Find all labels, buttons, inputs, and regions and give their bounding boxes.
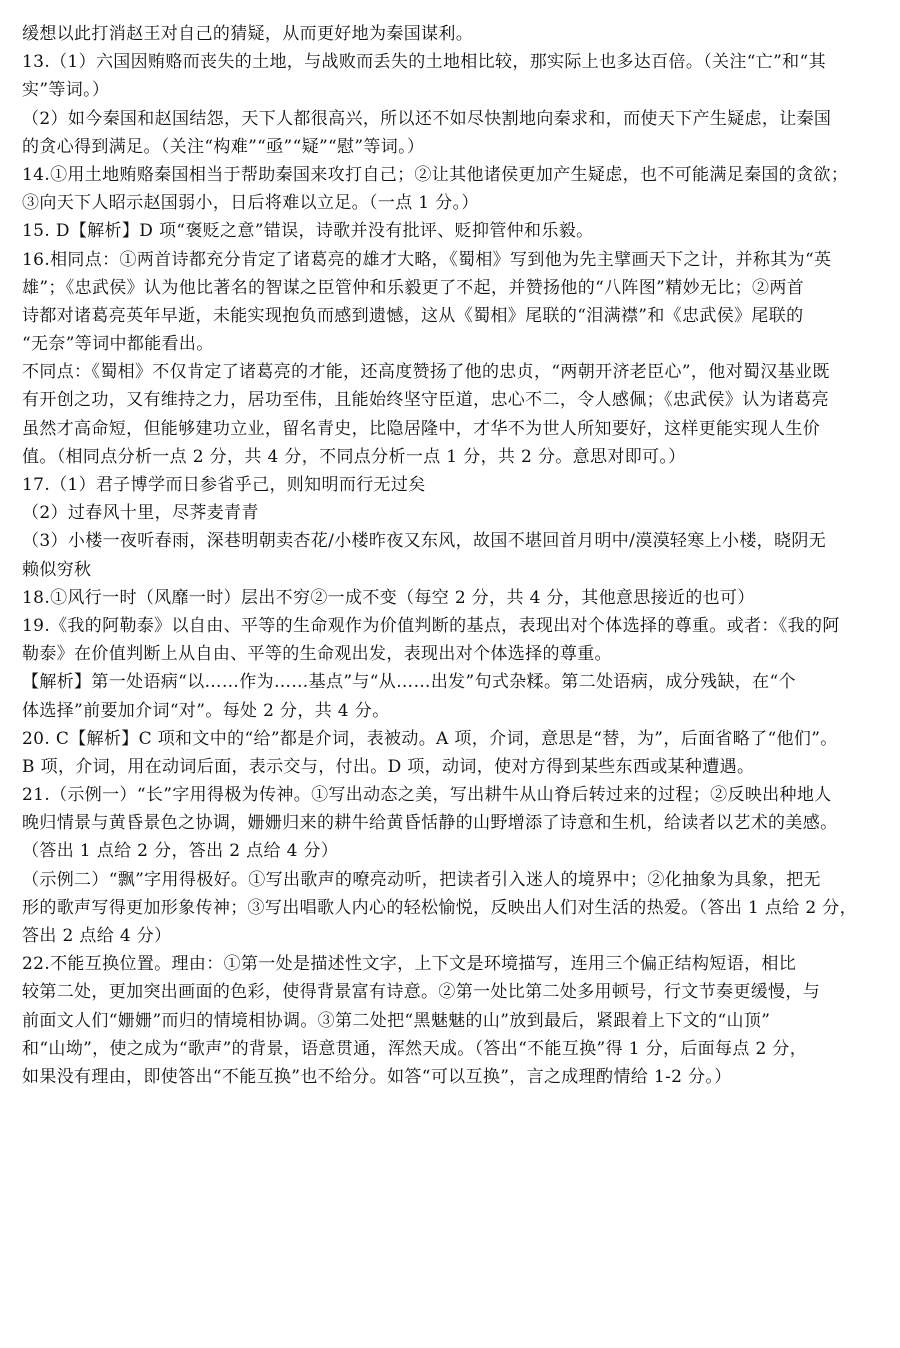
text-line: 和“山坳”，使之成为“歌声”的背景，语意贯通，浑然天成。（答出“不能互换”得 1 分，后面每点 2 分， (22, 1038, 808, 1059)
text-line: 缓想以此打消赵王对自己的猜疑，从而更好地为秦国谋利。 (22, 24, 474, 44)
text-line: 雄”；《忠武侯》认为他比著名的智谋之臣管仲和乐毅更了不起，并赞扬他的“八阵图”精妙无比；②两首 (22, 277, 805, 298)
text-line: 值。（相同点分析一点 2 分，共 4 分，不同点分析一点 1 分，共 2 分。意思对即可。） (22, 446, 686, 467)
text-line: 较第二处，更加突出画面的色彩，使得背景富有诗意。②第一处比第二处多用顿号，行文节奏更缓慢，与 (22, 982, 821, 1003)
text-line: （2）如今秦国和赵国结怨，天下人都很高兴，所以还不如尽快割地向秦求和，而使天下产生疑虑，让秦国 (22, 108, 832, 129)
text-line: （示例二）“飘”字用得极好。①写出歌声的嘹亮动听，把读者引入迷人的境界中；②化抽象为具象，把无 (22, 869, 821, 890)
answer-key-page (22, 20, 880, 1091)
text-line: （答出 1 点给 2 分，答出 2 点给 4 分） (22, 841, 339, 862)
text-line: 13.（1）六国因贿赂而丧失的土地，与战败而丢失的土地相比较，那实际上也多达百倍。（关注“亡”和“其 (22, 52, 826, 73)
text-line: 虽然才高命短，但能够建功立业，留名青史，比隐居隆中，才华不为世人所知要好，这样更能实现人生价 (22, 418, 821, 439)
text-line: 【解析】第一处语病“以……作为……基点”与“从……出发”句式杂糅。第二处语病，成分残缺，在“个 (22, 672, 796, 693)
text-line: 赖似穷秋 (22, 559, 92, 580)
text-line: B 项，介词，用在动词后面，表示交与，付出。D 项，动词，使对方得到某些东西或某种遭遇。 (22, 756, 755, 777)
text-line: 18.①风行一时（风靡一时）层出不穷②一成不变（每空 2 分，共 4 分，其他意思接近的也可） (22, 587, 755, 608)
text-line: 21.（示例一）“长”字用得极为传神。①写出动态之美，写出耕牛从山脊后转过来的过程；②反映出种地人 (22, 785, 832, 806)
text-line: 的贪心得到满足。（关注“构难”“亟”“疑”“慰”等词。） (22, 136, 425, 157)
text-line: （3）小楼一夜听春雨，深巷明朝卖杏花/小楼昨夜又东风，故国不堪回首月明中/漠漠轻寒上小楼，晓阴无 (22, 531, 827, 552)
text-line: “无奈”等词中都能看出。 (22, 334, 214, 355)
text-line: 19.《我的阿勒泰》以自由、平等的生命观作为价值判断的基点，表现出对个体选择的尊重。或者：《我的阿 (22, 615, 840, 636)
text-line: 答出 2 点给 4 分） (22, 926, 172, 946)
text-line: 如果没有理由，即使答出“不能互换”也不给分。如答“可以互换”，言之成理酌情给 1-2 分。） (22, 1066, 732, 1087)
text-line: 前面文人们“姗姗”而归的情境相协调。③第二处把“黑魅魅的山”放到最后，紧跟着上下文的“山顶” (22, 1010, 771, 1031)
text-line: 16.相同点：①两首诗都充分肯定了诸葛亮的雄才大略，《蜀相》写到他为先主擘画天下之计，并称其为“英 (22, 249, 832, 270)
text-line: ③向天下人昭示赵国弱小，日后将难以立足。（一点 1 分。） (22, 193, 479, 214)
text-line: 22.不能互换位置。理由：①第一处是描述性文字，上下文是环境描写，连用三个偏正结构短语，相比 (22, 954, 797, 975)
text-line: 体选择”前要加介词“对”。每处 2 分，共 4 分。 (22, 700, 390, 721)
text-line: 晚归情景与黄昏景色之协调，姗姗归来的耕牛给黄昏恬静的山野增添了诗意和生机，给读者以艺术的美感。 (22, 813, 838, 834)
text-line: 14.①用土地贿赂秦国相当于帮助秦国来攻打自己；②让其他诸侯更加产生疑虑，也不可能满足秦国的贪欲； (22, 164, 849, 185)
text-line: 15. D【解析】D 项“褒贬之意”错误，诗歌并没有批评、贬抑管仲和乐毅。 (22, 221, 594, 242)
text-line: 诗都对诸葛亮英年早逝，未能实现抱负而感到遗憾，这从《蜀相》尾联的“泪满襟”和《忠武侯》尾联的 (22, 305, 804, 326)
text-line: 有开创之功，又有维持之力，居功至伟，且能始终坚守臣道，忠心不二，令人感佩；《忠武侯》认为诸葛亮 (22, 390, 829, 411)
text-line: 20. C【解析】C 项和文中的“给”都是介词，表被动。A 项，介词，意思是“替，为”，后面省略了“他们”。 (22, 728, 838, 749)
text-line: 不同点：《蜀相》不仅肯定了诸葛亮的才能，还高度赞扬了他的忠贞，“两朝开济老臣心”，他对蜀汉基业既 (22, 362, 830, 383)
text-line: 形的歌声写得更加形象传神；③写出唱歌人内心的轻松愉悦，反映出人们对生活的热爱。（答出 1 点给 2 分， (22, 897, 857, 918)
text-line: 实”等词。） (22, 80, 110, 101)
text-line: 17.（1）君子博学而日参省乎己，则知明而行无过矣 (22, 475, 426, 495)
text-line: （2）过春风十里，尽荠麦青青 (22, 503, 259, 524)
text-line: 勒泰》在价值判断上从自由、平等的生命观出发，表现出对个体选择的尊重。 (22, 644, 612, 665)
